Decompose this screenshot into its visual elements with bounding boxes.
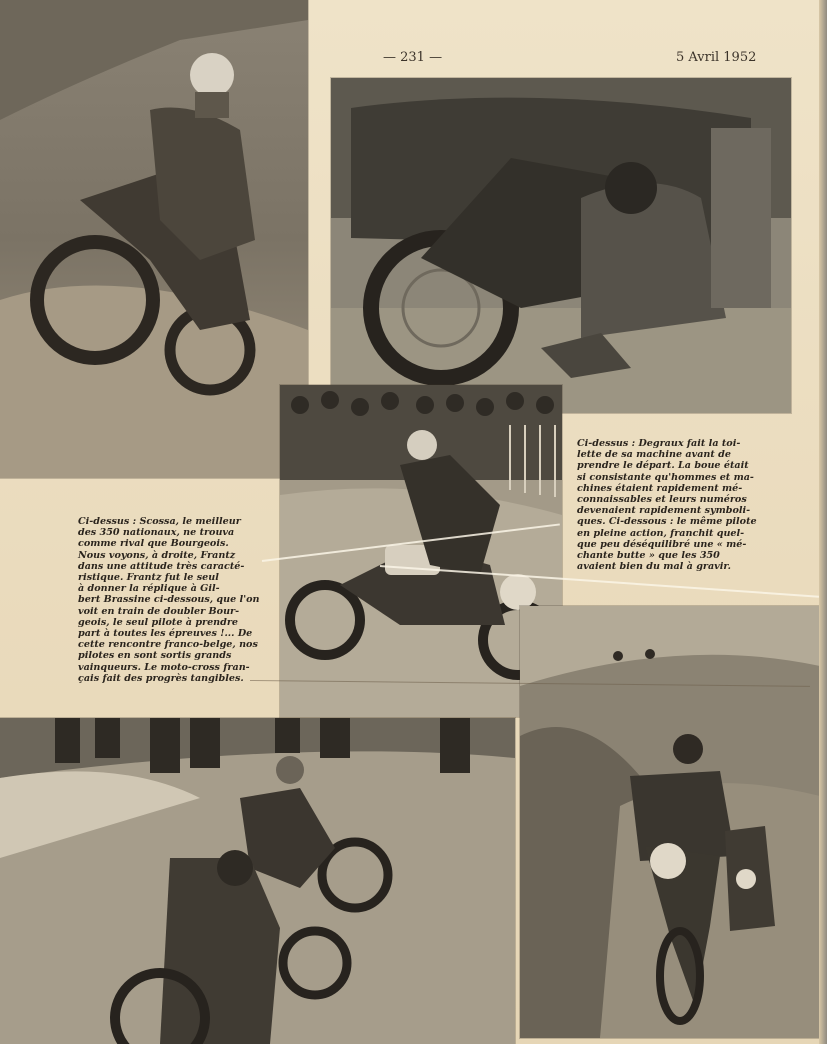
photo-degraux-cleaning-bike	[331, 78, 791, 413]
caption-left: Ci-dessus : Scossa, le meilleur des 350 nationaux, ne trouva comme rival que Bourgeois. Nous voyons, à droite, Frantz dans une attitude très caracté- ristique. Frantz fut le seul à donner la réplique à Gil- bert Brassine ci-dessous, que l'on voit en train de doubler Bour- geois, le seul pilote à prendre part à toutes les épreuves !... De cette rencontre franco-belge, nos pilotes en sont sortis grands vainqueurs. Le moto-cross fran- çais fait des progrès tangibles.	[78, 516, 260, 684]
page-edge	[819, 0, 827, 1044]
caption-right: Ci-dessus : Degraux fait la toi- lette de sa machine avant de prendre le départ. La boue était si consistante qu'hommes et ma- chines étaient rapidement mé- connaissables et leurs numéros devenaient rapidement symboli- ques. Ci-dessous : le même pilote en pleine action, franchit quel- que peu déséquilibré une « mé- chante butte » que les 350 avaient bien du mal à gravir.	[577, 438, 757, 573]
page-number: — 231 —	[383, 50, 443, 65]
photo-two-riders-overtaking	[0, 718, 515, 1044]
photo-rider-hillside	[0, 0, 308, 478]
photo-degraux-climbing-butte	[520, 606, 820, 1038]
publication-date: 5 Avril 1952	[676, 50, 757, 65]
